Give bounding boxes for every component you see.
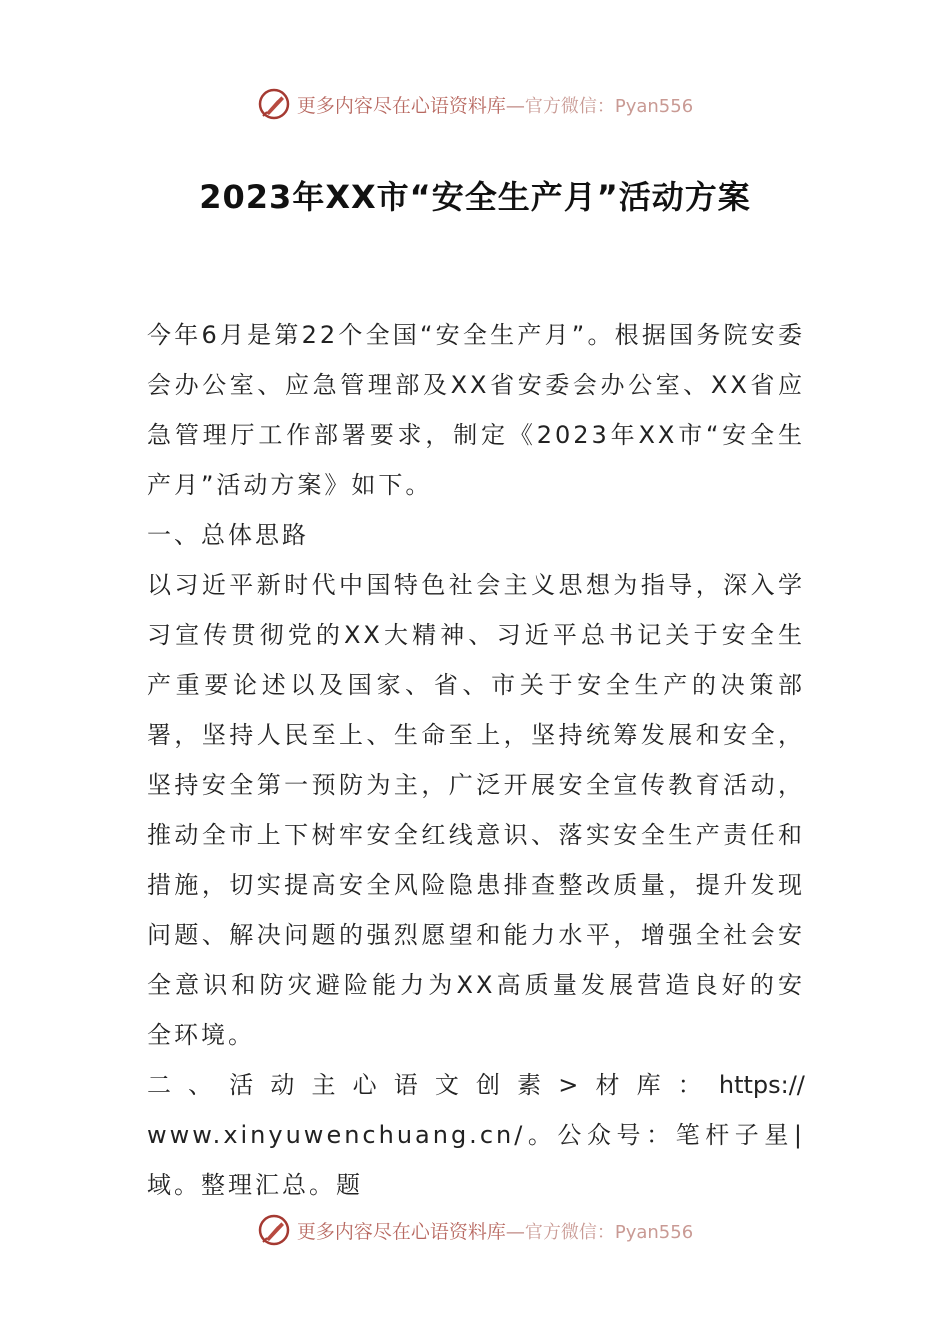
document-body [147,310,805,1210]
section-1-heading: 一、总体思路 [147,521,309,549]
banner-text: 更多内容尽在心语资料库—官方微信：Pyan556 [296,1220,694,1243]
banner-wechat: 官方微信：Pyan556 [524,95,694,117]
banner-text: 更多内容尽在心语资料库—官方微信：Pyan556 [296,94,694,117]
page-title: 2023年XX市“安全生产月”活动方案 [199,178,751,216]
top-watermark-banner [0,82,950,126]
quill-logo-icon [257,87,291,121]
bottom-watermark-banner [0,1208,950,1252]
quill-logo-icon [257,1213,291,1247]
section-2-continued: www.xinyuwenchuang.cn/。公众号：笔杆子星|域。整理汇总。题 [147,1121,805,1199]
section-1-paragraph: 以习近平新时代中国特色社会主义思想为指导，深入学习宣传贯彻党的XX大精神、习近平总书记关于安全生产重要论述以及国家、省、市关于安全生产的决策部署，坚持人民至上、生命至上，坚持统筹发展和安全，坚持安全第一预防为主，广泛开展安全宣传教育活动，推动全市上下树牢安全红线意识、落实安全生产责任和措施，切实提高安全风险隐患排查整改质量，提升发现问题、解决问题的强烈愿望和能力水平，增强全社会安全意识和防灾避险能力为XX高质量发展营造良好的安全环境。 [147,571,805,1049]
intro-paragraph: 今年6月是第22个全国“安全生产月”。根据国务院安委会办公室、应急管理部及XX省安委会办公室、XX省应急管理厅工作部署要求，制定《2023年XX市“安全生产月”活动方案》如下。 [147,321,805,499]
section-2-first-line: 二 、 活 动 主 心 语 文 创 素 > 材 库 ： https:// [147,1071,805,1099]
banner-wechat: 官方微信：Pyan556 [524,1221,694,1243]
